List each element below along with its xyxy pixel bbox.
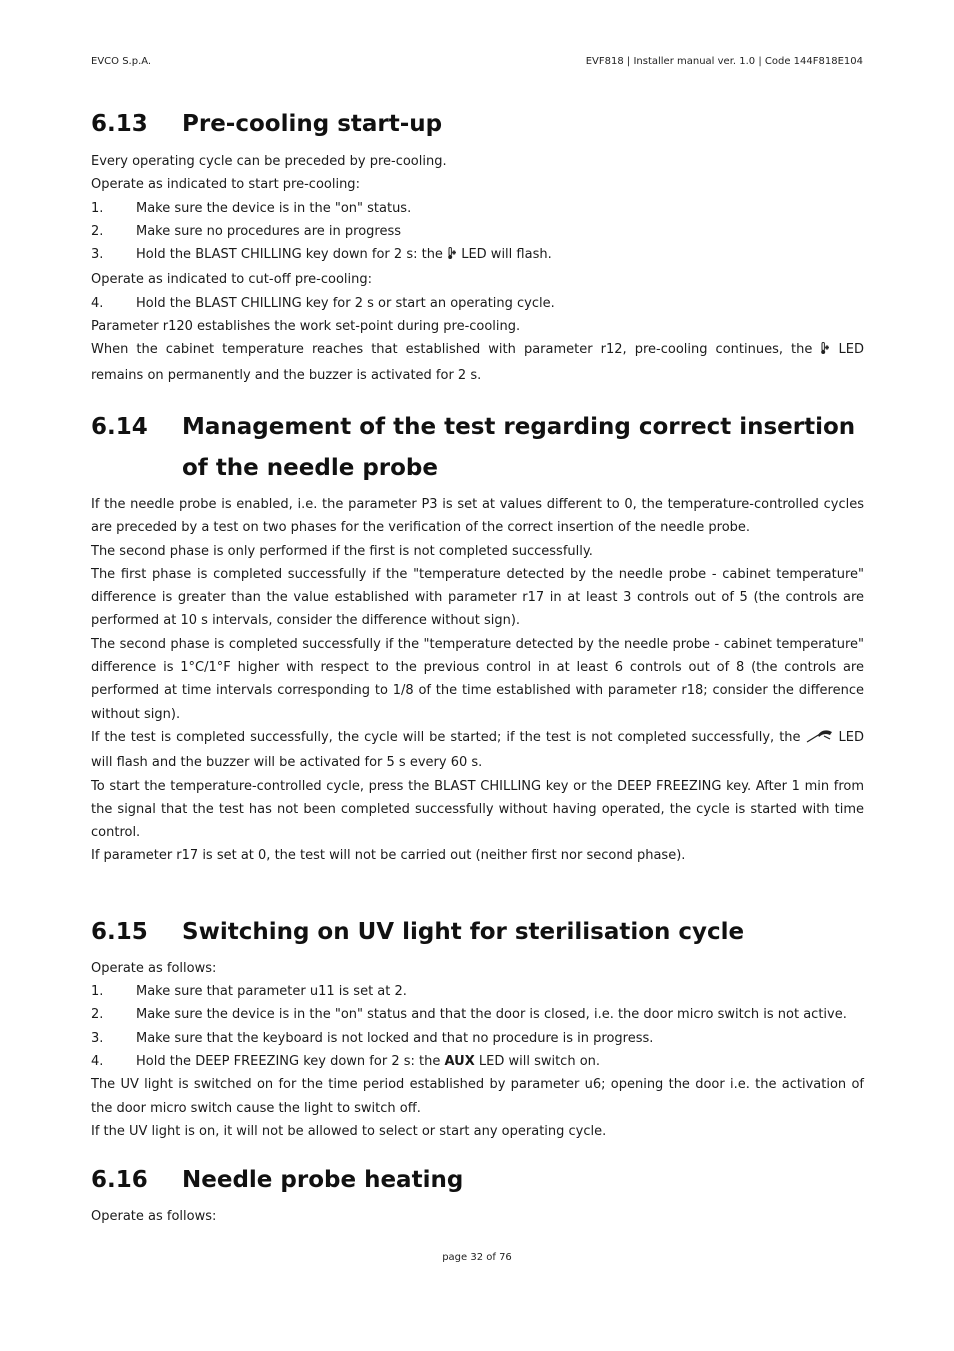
section-title: Pre-cooling start-up (182, 111, 443, 137)
list-item: 4. Hold the DEEP FREEZING key down for 2 s: the AUX LED will switch on. (91, 1053, 601, 1069)
thermometer-snowflake-icon (447, 245, 457, 268)
paragraph: If the test is completed successfully, the cycle will be started; if the test is not completed successfully, the LED will flash and the buzzer will be activated for 5 s every 60 s. (91, 729, 864, 771)
paragraph: If the UV light is on, it will not be allowed to select or start any operating cycle. (91, 1123, 607, 1139)
section-body-6-13 (91, 150, 864, 387)
aux-label: AUX (444, 1053, 475, 1069)
paragraph: The second phase is only performed if the first is not completed successfully. (91, 543, 593, 559)
paragraph: If parameter r17 is set at 0, the test will not be carried out (neither first nor second phase). (91, 848, 686, 864)
section-title: Switching on UV light for sterilisation cycle (182, 918, 745, 945)
section-number: 6.14 (91, 413, 148, 440)
paragraph: The UV light is switched on for the time period established by parameter u6; opening the door i.e. the activation of the door micro switch cause the light to switch off. (91, 1077, 864, 1116)
list-item: 4. Hold the BLAST CHILLING key for 2 s or start an operating cycle. (91, 295, 555, 311)
header-doc-info: EVF818 | Installer manual ver. 1.0 | Code 144F818E104 (585, 56, 863, 67)
paragraph: Every operating cycle can be preceded by pre-cooling. (91, 154, 447, 169)
section-body-6-14 (91, 493, 864, 868)
paragraph: The first phase is completed successfully if the "temperature detected by the needle probe - cabinet temperature" difference is greater than the value established with parameter r17 in at least 3 controls out of 5 (the controls are performed at 10 s intervals, consider the difference without sign). (91, 566, 864, 629)
section-heading-6-14 (91, 407, 864, 489)
list-item: 1. Make sure that parameter u11 is set at 2. (91, 984, 407, 1000)
header-company: EVCO S.p.A. (91, 56, 152, 67)
paragraph: Operate as follows: (91, 960, 217, 976)
section-heading-6-13 (91, 104, 864, 145)
section-body-6-16 (91, 1205, 864, 1228)
page-content (91, 104, 864, 1228)
needle-probe-icon (806, 728, 834, 751)
section-title: Management of the test regarding correct insertion of the needle probe (182, 413, 856, 481)
paragraph: When the cabinet temperature reaches that established with parameter r12, pre-cooling continues, the LED remains on permanently and the buzzer is activated for 2 s. (91, 342, 864, 383)
paragraph: If the needle probe is enabled, i.e. the parameter P3 is set at values different to 0, the temperature-controlled cycles are preceded by a test on two phases for the verification of the correct insertion of the needle probe. (91, 496, 864, 536)
paragraph: To start the temperature-controlled cycle, press the BLAST CHILLING key or the DEEP FREEZING key. After 1 min from the signal that the test has not been completed successfully without having operated, the cycle is started with time control. (91, 778, 864, 841)
list-item: 1. Make sure the device is in the "on" status. (91, 200, 412, 216)
paragraph: Operate as follows: (91, 1209, 217, 1225)
section-heading-6-15 (91, 912, 864, 953)
thermometer-snowflake-icon (820, 340, 830, 363)
paragraph: The second phase is completed successfully if the "temperature detected by the needle probe - cabinet temperature" difference is 1°C/1°F higher with respect to the previous control in at least 6 controls out of 8 (the controls are performed at time intervals corresponding to 1/8 of the time established with parameter r18; consider the difference without sign). (91, 636, 864, 722)
list-item: 3. Hold the BLAST CHILLING key down for 2 s: the LED will flash. (91, 243, 864, 268)
list-item: 3. Make sure that the keyboard is not locked and that no procedure is in progress. (91, 1030, 654, 1046)
section-number: 6.13 (91, 111, 148, 137)
paragraph: Parameter r120 establishes the work set-point during pre-cooling. (91, 319, 521, 335)
section-number: 6.15 (91, 918, 148, 945)
paragraph: Operate as indicated to cut-off pre-cooling: (91, 272, 372, 288)
section-title: Needle probe heating (182, 1167, 464, 1194)
section-body-6-15 (91, 957, 864, 1143)
paragraph: Operate as indicated to start pre-cooling: (91, 177, 360, 193)
list-item: 2. Make sure no procedures are in progress (91, 223, 402, 239)
page-number: page 32 of 76 (442, 1252, 512, 1263)
section-heading-6-16 (91, 1160, 864, 1201)
list-item: 2. Make sure the device is in the "on" status and that the door is closed, i.e. the door micro switch is not active. (91, 1007, 847, 1023)
section-number: 6.16 (91, 1167, 148, 1194)
